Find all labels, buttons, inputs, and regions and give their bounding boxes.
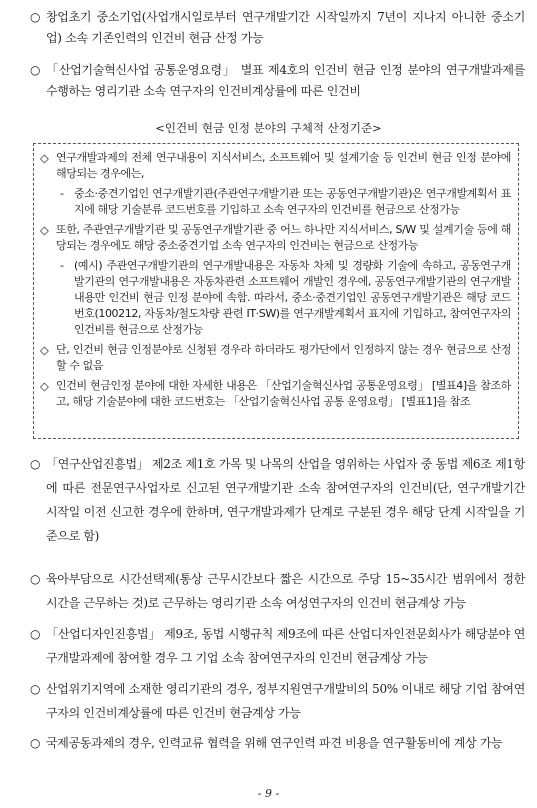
dash-bullet: - xyxy=(60,187,64,200)
list-item-text: 창업초기 중소기업(사업개시일로부터 연구개발기간 시작일까지 7년이 지나지 아니한 중소기업) 소속 기존인력의 인건비 현금 산정 가능 xyxy=(46,10,525,45)
list-item xyxy=(30,452,525,548)
list-item xyxy=(30,60,525,102)
box-item-text: 또한, 주관연구개발기관 및 공동연구개발기관 중 어느 하나만 지식서비스, S/W 및 설계기술 등에 해당되는 경우에도 해당 중소중견기업 소속 연구자의 인건비는 현금으로 산정가능 xyxy=(56,223,511,252)
box-sub-item xyxy=(60,186,511,218)
list-item-text: 「산업기술혁신사업 공통운영요령」 별표 제4호의 인건비 현금 인정 분야의 연구개발과제를 수행하는 영리기관 소속 연구자의 인건비계상률에 따른 인건비 xyxy=(46,63,525,98)
list-item-text: 육아부담으로 시간선택제(통상 근무시간보다 짧은 시간으로 주당 15~35시간 범위에서 정한 시간을 근무하는 것)로 근무하는 영리기관 소속 여성연구자의 인건비 현금계상 가능 xyxy=(46,572,525,610)
criteria-box xyxy=(33,143,519,439)
circle-bullet: ○ xyxy=(30,457,41,471)
box-item xyxy=(40,342,511,374)
list-item xyxy=(30,731,525,755)
circle-bullet: ○ xyxy=(30,10,41,24)
circle-bullet: ○ xyxy=(30,682,41,696)
diamond-bullet: ◇ xyxy=(40,343,49,357)
list-item-text: 국제공동과제의 경우, 인력교류 협력을 위해 연구인력 파견 비용을 연구활동비에 계상 가능 xyxy=(46,736,503,750)
box-item-text: 단, 인건비 현금 인정분야로 신청된 경우라 하더라도 평가단에서 인정하지 않는 경우 현금으로 산정할 수 없음 xyxy=(56,343,511,372)
list-item-text: 산업위기지역에 소재한 영리기관의 경우, 정부지원연구개발비의 50% 이내로 해당 기업 참여연구자의 인건비계상률에 따른 인건비 현금계상 가능 xyxy=(46,682,525,720)
list-item-text: 「산업디자인진흥법」 제9조, 동법 시행규칙 제9조에 따른 산업디자인전문회사가 해당분야 연구개발과제에 참여할 경우 그 기업 소속 참여연구자의 인건비 현금계상 가능 xyxy=(46,627,525,665)
list-item xyxy=(30,567,525,615)
box-sub-item-text: 중소·중견기업인 연구개발기관(주관연구개발기관 또는 공동연구개발기관)은 연구개발계획서 표지에 해당 기술분류 코드번호를 기입하고 소속 연구자의 인건비를 현금으로 산정가능 xyxy=(74,187,511,216)
list-item-text: 「연구산업진흥법」 제2조 제1호 가목 및 나목의 산업을 영위하는 사업자 중 동법 제6조 제1항에 따른 전문연구사업자로 신고된 연구개발기관 소속 참여연구자의 인건비(단, 연구개발기간 시작일 이전 신고한 경우에 한하며, 연구개발과제가 단계로 구분된 경우 해당 단계 시작일을 기준으로 함) xyxy=(46,457,525,543)
page-number: - 9 - xyxy=(257,787,280,800)
circle-bullet: ○ xyxy=(30,736,41,750)
list-item xyxy=(30,7,525,49)
box-item xyxy=(40,222,511,254)
dash-bullet: - xyxy=(60,259,64,272)
diamond-bullet: ◇ xyxy=(40,379,49,393)
box-sub-item xyxy=(60,258,511,338)
circle-bullet: ○ xyxy=(30,572,41,586)
box-caption: <인건비 현금 인정 분야의 구체적 산정기준> xyxy=(155,121,382,135)
box-sub-item-text: (예시) 주관연구개발기관의 연구개발내용은 자동차 차체 및 경량화 기술에 속하고, 공동연구개발기관의 연구개발내용은 자동차관련 소프트웨어 개발인 경우에, 공동연구개발기관의 연구개발내용만 인건비 현금 인정 분야에 속함. 따라서, 중소·중견기업인 공동연구개발기관은 해당 코드번호(100212, 자동차/철도차량 관련 IT·SW)를 연구개발계획서 표지에 기입하고, 참여연구자의 인건비를 현금으로 산정가능 xyxy=(74,259,511,336)
list-item xyxy=(30,677,525,725)
box-item xyxy=(40,378,511,410)
box-item xyxy=(40,150,511,182)
box-item-text: 인건비 현금인정 분야에 대한 자세한 내용은 「산업기술혁신사업 공통운영요령」 [별표4]을 참조하고, 해당 기술분야에 대한 코드번호는 「산업기술혁신사업 공통 운영요령」 [별표1]을 참조 xyxy=(56,379,511,408)
box-item-text: 연구개발과제의 전체 연구내용이 지식서비스, 소프트웨어 및 설계기술 등 인건비 현금 인정 분야에 해당되는 경우에는, xyxy=(56,151,511,180)
circle-bullet: ○ xyxy=(30,63,41,77)
diamond-bullet: ◇ xyxy=(40,151,49,165)
diamond-bullet: ◇ xyxy=(40,223,49,237)
list-item xyxy=(30,622,525,670)
circle-bullet: ○ xyxy=(30,627,41,641)
